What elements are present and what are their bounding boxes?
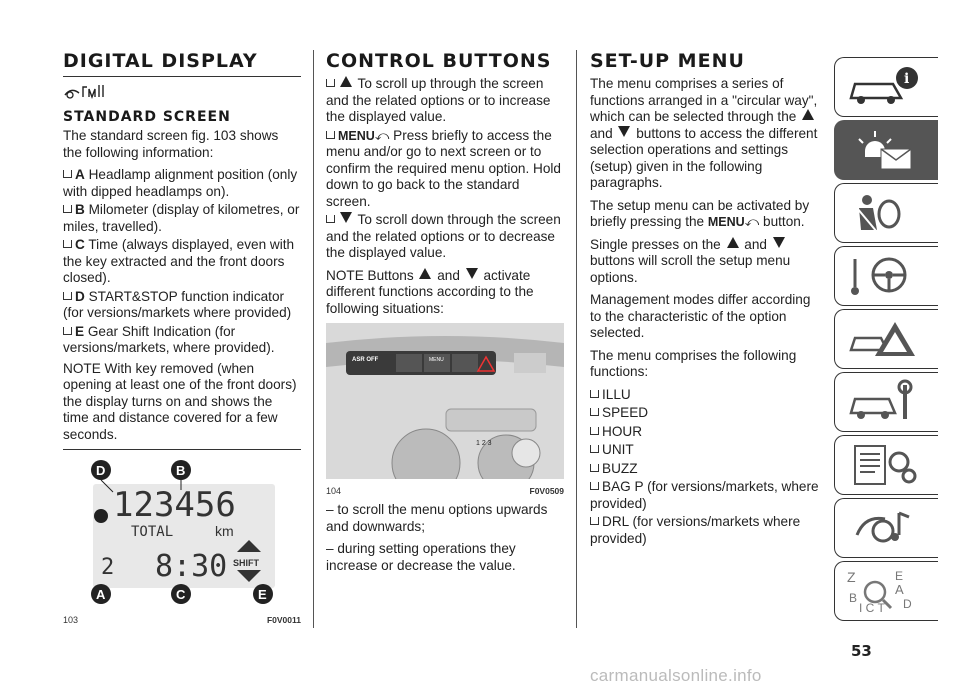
bullet-icon	[590, 482, 599, 490]
svg-text:i: i	[904, 71, 910, 87]
arrow-up-icon	[802, 109, 814, 120]
figure-rule	[63, 449, 301, 450]
legend-list	[63, 167, 301, 357]
list-item: MENU⤺ Press briefly to access the menu and/or go to next screen or to confirm the required menu option. Hold down to go back to the standard screen.	[326, 127, 561, 209]
digital-display-icon	[63, 83, 301, 103]
tab-starting-driving[interactable]	[834, 246, 938, 306]
callout-a: A	[96, 587, 106, 602]
alphabetical-index-icon	[845, 568, 925, 614]
list-item: UNIT	[590, 442, 825, 459]
section-title: DIGITAL DISPLAY	[63, 50, 258, 72]
menu-return-icon: ⤺	[374, 127, 390, 143]
arrow-up-icon	[727, 237, 739, 248]
list-item: DRL (for versions/markets where provided)	[590, 514, 801, 546]
svg-text:Z: Z	[847, 569, 856, 585]
svg-text:I C T: I C T	[859, 601, 885, 614]
tab-emergency[interactable]	[834, 309, 938, 369]
callout-d: D	[96, 463, 106, 478]
figure-number: 103	[63, 615, 79, 625]
dashboard-buttons-illustration	[326, 323, 564, 479]
list-item: SPEED	[590, 405, 825, 422]
section-title: SET-UP MENU	[590, 50, 745, 72]
car-info-icon	[845, 64, 925, 110]
display-illustration	[63, 456, 301, 608]
column-setup-menu	[590, 50, 825, 549]
column-control-buttons	[326, 50, 564, 580]
column-divider	[313, 50, 314, 628]
tab-maintenance[interactable]	[834, 372, 938, 432]
arrow-down-icon	[773, 237, 785, 248]
callout-b: B	[176, 463, 186, 478]
after-text-1: – to scroll the menu options upwards and downwards;	[326, 502, 548, 534]
tab-technical-data[interactable]	[834, 435, 938, 495]
bullet-icon	[326, 131, 335, 139]
functions-list	[590, 387, 825, 548]
callout-e: E	[258, 587, 267, 602]
section-title: CONTROL BUTTONS	[326, 50, 552, 72]
figure-code: F0V0509	[529, 486, 564, 496]
arrow-down-icon	[618, 126, 630, 137]
warning-lights-message-icon	[845, 127, 925, 173]
svg-text:E: E	[895, 569, 904, 583]
total-label: TOTAL	[131, 524, 174, 540]
figure-103	[63, 456, 301, 625]
bullet-icon	[63, 292, 72, 300]
shift-label: SHIFT	[233, 558, 259, 568]
figure-code: F0V0011	[266, 615, 301, 625]
list-item: A Headlamp alignment position (only with dipped headlamps on).	[63, 167, 298, 199]
technical-data-gears-icon	[845, 442, 925, 488]
list-item: E Gear Shift Indication (for versions/markets, where provided).	[63, 323, 275, 355]
bullet-icon	[63, 205, 72, 213]
tab-warning-lights[interactable]	[834, 120, 938, 180]
bullet-icon	[590, 445, 599, 453]
list-item: C Time (always displayed, even with the key extracted and the front doors closed).	[63, 237, 295, 285]
arrow-down-icon	[340, 212, 352, 223]
list-item: BAG P (for versions/markets, where provided)	[590, 479, 819, 511]
column-digital-display	[63, 50, 301, 625]
svg-text:1 2 3: 1 2 3	[476, 440, 492, 447]
bullet-icon	[326, 215, 335, 223]
note-text: NOTE With key removed (when opening at least one of the front doors) the display turns on and shows the time and distance covered for a few seconds.	[63, 360, 297, 442]
tab-multimedia[interactable]	[834, 498, 938, 558]
car-maintenance-wrench-icon	[845, 379, 925, 425]
bullet-icon	[590, 390, 599, 398]
column-divider	[576, 50, 577, 628]
headlamp-level: 2	[101, 555, 115, 580]
paragraph: The menu comprises a series of functions arranged in a "circular way", which can be selected through the and buttons to access the different selection operations and settings (setup) given in the following paragraphs.	[590, 76, 818, 190]
svg-text:D: D	[903, 597, 912, 611]
paragraph: Management modes differ according to the characteristic of the option selected.	[590, 292, 811, 340]
bullet-icon	[326, 79, 335, 87]
bullet-icon	[590, 408, 599, 416]
chapter-tabs	[834, 57, 940, 624]
list-item: ILLU	[590, 387, 825, 404]
arrow-up-icon	[419, 268, 431, 279]
airbag-safety-icon	[845, 190, 925, 236]
menu-button-label: MENU	[429, 357, 444, 363]
list-item: To scroll down through the screen and the related options or to decrease the displayed value.	[326, 212, 561, 260]
list-item: HOUR	[590, 424, 825, 441]
steering-wheel-key-icon	[845, 253, 925, 299]
unit-label: km	[215, 523, 234, 539]
paragraph: The setup menu can be activated by briefly pressing the MENU⤺ button.	[590, 197, 810, 229]
tab-car-info[interactable]	[834, 57, 938, 117]
paragraph: Single presses on the and buttons will scroll the setup menu options.	[590, 236, 791, 285]
watermark: carmanualsonline.info	[590, 666, 762, 685]
list-item: D START&STOP function indicator (for versions/markets where provided)	[63, 288, 292, 320]
list-item: BUZZ	[590, 461, 825, 478]
menu-label: MENU	[338, 128, 375, 143]
page-number: 53	[851, 642, 872, 660]
multimedia-music-icon	[845, 505, 925, 551]
list-item: B Milometer (display of kilometres, or miles, travelled).	[63, 202, 300, 234]
menu-return-icon: ⤺	[744, 214, 760, 229]
bullet-icon	[63, 327, 72, 335]
figure-number: 104	[326, 486, 342, 496]
figure-104	[326, 323, 564, 496]
list-item: To scroll up through the screen and the related options or to increase the displayed value.	[326, 76, 551, 124]
callout-c: C	[176, 587, 186, 602]
tab-safety[interactable]	[834, 183, 938, 243]
bullet-icon	[590, 517, 599, 525]
paragraph: The menu comprises the following functions:	[590, 347, 797, 379]
clock-digits: 8:30	[155, 549, 228, 584]
note-text: NOTE Buttons and activate different functions according to the following situations:	[326, 267, 534, 316]
bullet-icon	[590, 427, 599, 435]
odometer-digits: 123456	[113, 485, 236, 525]
svg-text:A: A	[895, 582, 904, 597]
intro-text: The standard screen fig. 103 shows the following information:	[63, 128, 279, 160]
arrow-up-icon	[340, 76, 352, 87]
tab-index[interactable]	[834, 561, 938, 621]
bullet-icon	[590, 464, 599, 472]
subsection-title: STANDARD SCREEN	[63, 109, 231, 125]
arrow-down-icon	[466, 268, 478, 279]
bullet-icon	[63, 170, 72, 178]
after-text-2: – during setting operations they increase or decrease the value.	[326, 541, 516, 573]
bullet-icon	[63, 240, 72, 248]
title-rule	[63, 76, 301, 77]
menu-label: MENU	[707, 215, 745, 229]
figure-caption	[63, 615, 301, 625]
emergency-triangle-car-icon	[845, 316, 925, 362]
asr-off-label: ASR OFF	[352, 357, 379, 363]
svg-text:B: B	[849, 591, 858, 605]
figure-caption	[326, 486, 564, 496]
